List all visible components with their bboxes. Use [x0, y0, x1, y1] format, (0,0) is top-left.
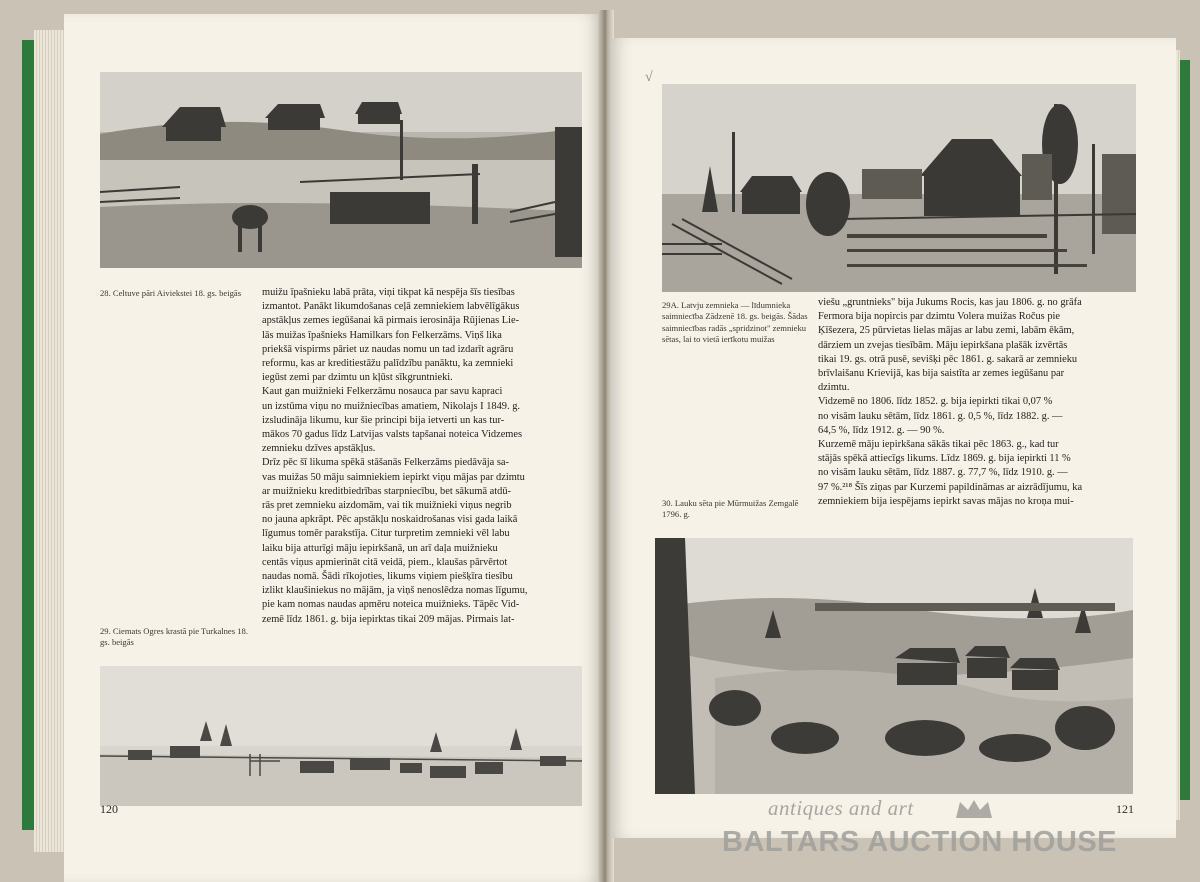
body-line: no jauna apkrāpt. Pēc apstākļu noskaidrošanas visi gada laikā: [262, 514, 518, 526]
body-line: viešu „gruntnieks" bija Jukums Rocis, kas jau 1806. g. no grāfa: [818, 297, 1082, 308]
body-line: izmantot. Panākt likumdošanas ceļā zemniekiem labvēlīgākus: [262, 301, 520, 313]
body-line: izsludināja likumu, kur šie principi bija ietverti un kas tur-: [262, 414, 505, 426]
body-line: naudas nomā. Šādi rīkojoties, likums viņiem piešķīra tiesību: [262, 571, 513, 583]
left-body-text: [262, 286, 582, 627]
caption-fig-30: 30. Lauku sēta pie Mūrmuižas Zemgalē 1796. g.: [662, 498, 799, 520]
body-line: apstākļus zemes iegūšanai kā pirmais ierosināja Rūjienas Lie-: [262, 315, 520, 327]
illustration-fig-28: [100, 72, 582, 268]
body-line: Ķīšezera, 25 pūrvietas lielas mājas ar labu zemi, labām ēkām,: [818, 325, 1075, 337]
body-line: reformu, kas ar kreditiestāžu palīdzību panāktu, ka zemnieki: [262, 358, 514, 370]
body-line: laiku bija atturīgi māju iepirkšanā, un arī daļa muižnieku: [262, 542, 498, 554]
body-line: Kaut gan muižnieki Felkerzāmu nosauca par savu kapraci: [262, 386, 503, 398]
body-line: izlikt klaušiniekus no mājām, ja viņš nenoslēdza nomas līgumu,: [262, 585, 528, 597]
body-line: lās muižas īpašnieks Hamilkars fon Felkerzāms. Viņš lika: [262, 329, 502, 341]
margin-pencil-mark: √: [645, 70, 653, 85]
body-line: 97 %.²¹⁸ Šīs ziņas par Kurzemi papildināmas ar aizrādījumu, ka: [818, 481, 1083, 493]
body-line: un izstūma viņu no muižniecības amatiem, Nikolajs I 1849. g.: [262, 400, 520, 412]
body-line: 64,5 %, līdz 1912. g. — 90 %.: [818, 424, 945, 436]
body-line: vas muižas 50 māju saimniekiem iepirkt viņu mājas par dzimtu: [262, 471, 525, 483]
body-line: dārziem un zvejas tiesībām. Māju iepirkšana plašāk izvērtās: [818, 339, 1068, 351]
watermark-tagline: antiques and art: [768, 796, 914, 820]
illustration-fig-29: [100, 666, 582, 806]
watermark-brand-start: BALTARS AUCTI: [722, 826, 959, 858]
caption-fig-28: 28. Celtuve pāri Aiviekstei 18. gs. beigās: [100, 288, 242, 298]
watermark-brand-o: O: [958, 826, 982, 858]
body-line: centās viņus apmierināt citā veidā, piem., klaušas pārvērtot: [262, 556, 508, 568]
page-number-left: 120: [100, 802, 118, 816]
body-line: brīvlaišanu Krievijā, kas bija saistīta ar zemes iegūšanu par: [818, 368, 1065, 380]
body-line: Vidzemē no 1806. līdz 1852. g. bija iepirkti tikai 0,07 %: [818, 396, 1053, 408]
body-line: iegūst zemi par dzimtu un kļūst sīkgruntnieki.: [262, 372, 453, 384]
watermark-brand-end: N HOUSE: [981, 826, 1118, 858]
body-line: Kurzemē māju iepirkšana sākās tikai pēc 1863. g., kad tur: [818, 439, 1059, 451]
page-number-right: 121: [1116, 802, 1134, 816]
body-line: līgumus tomēr parakstīja. Citur turpretim zemnieki vēl labu: [262, 528, 510, 540]
body-line: priekšā vispirms pāriet uz naudas nomu un tad izdarīt agrāru: [262, 343, 514, 355]
illustration-fig-29a: [662, 84, 1136, 292]
body-line: mākos 70 gadus līdz Latvijas valsts tapšanai noteica Vidzemes: [262, 429, 523, 441]
body-line: zemniekiem bija iespējams iepirkt savas mājas no kroņa mui-: [818, 495, 1074, 507]
illustration-fig-30: [655, 538, 1133, 794]
body-line: Fermora bija nopircis par dzimtu Volera muižas Ročus pie: [818, 311, 1061, 323]
body-line: zemē līdz 1861. g. bija iepirktas tikai 209 mājas. Pirmais lat-: [262, 613, 515, 625]
body-line: zemnieku dzīves apstākļus.: [262, 443, 376, 455]
caption-fig-29: 29. Ciemats Ogres krastā pie Turkalnes 18. gs. beigās: [100, 626, 248, 648]
body-line: rās pret zemnieku aizdomām, vai tik muižnieki viņus negrib: [262, 500, 512, 512]
body-line: muižu īpašnieku labā prāta, viņi tikpat kā nespēja šīs tiesības: [262, 287, 515, 298]
body-line: pie kam nomas naudas apmēru noteica muižnieks. Tāpēc Vid-: [262, 599, 520, 611]
caption-fig-29a: 29A. Latvju zemnieka — līdumnieka saimniecība Zādzenē 18. gs. beigās. Šādas saimniecības radās „spridzinot" zemnieku sētas, lai to vietā ierīkotu muižas: [662, 300, 808, 344]
body-line: tikai 19. gs. otrā pusē, sevišķi pēc 1861. g. sakarā ar zemnieku: [818, 353, 1078, 365]
page-stack-left: [34, 30, 66, 852]
body-line: dzimtu.: [818, 382, 850, 394]
body-line: no visām lauku sētām, līdz 1887. g. 77,7 %, līdz 1910. g. —: [818, 467, 1068, 479]
body-line: Drīz pēc šī likuma spēkā stāšanās Felkerzāms piedāvāja sa-: [262, 457, 509, 469]
right-body-text: [818, 296, 1136, 509]
body-line: ar muižnieku kreditbiedrības starpniecību, bet sākumā atdū-: [262, 485, 512, 497]
body-line: no visām lauku sētām, līdz 1861. g. 0,5 %, līdz 1882. g. —: [818, 410, 1063, 422]
body-line: stājās spēkā attiecīgs likums. Līdz 1869. g. bija iepirkti 11 %: [818, 453, 1071, 465]
